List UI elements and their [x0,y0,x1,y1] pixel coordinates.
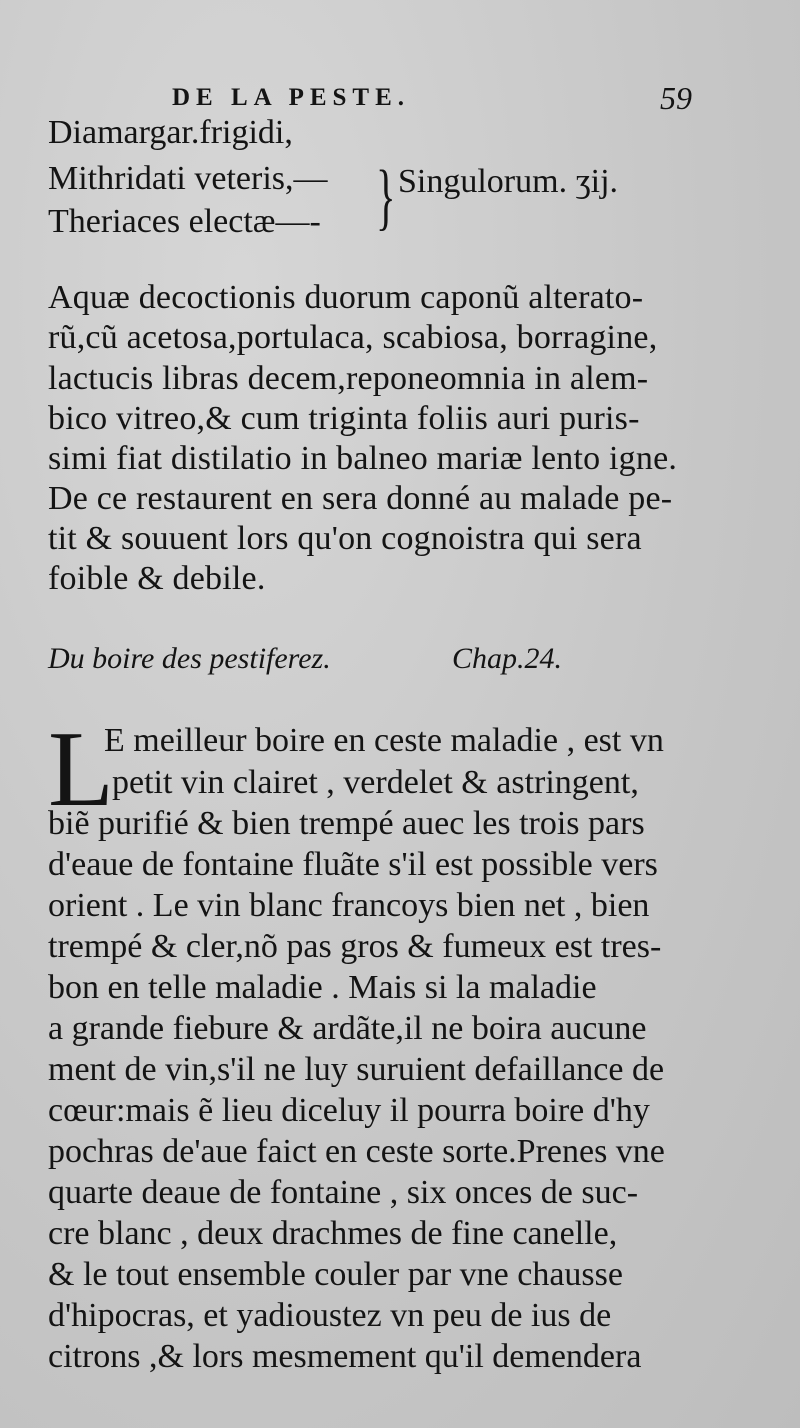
text-line: simi fiat distilatio in balneo mariæ lento igne. [48,440,678,477]
recipe-quantity: Singulorum. ʒij. [398,163,619,200]
text-line: trempé & cler,nõ pas gros & fumeux est tres- [48,928,662,965]
text-line: biẽ purifié & bien trempé auec les trois pars [48,805,645,842]
text-line: cre blanc , deux drachmes de fine canelle, [48,1215,618,1252]
text-line: d'hipocras, et yadioustez vn peu de ius de [48,1297,612,1334]
brace-symbol: } [375,156,396,238]
page-number: 59 [660,80,692,116]
text-line: foible & debile. [48,560,266,597]
text-line: d'eaue de fontaine fluãte s'il est possible vers [48,846,658,883]
text-line: bico vitreo,& cum triginta foliis auri puris- [48,400,640,437]
text-line: rũ,cũ acetosa,portulaca, scabiosa, borragine, [48,319,658,356]
drop-cap: L [48,710,114,829]
text-line: a grande fiebure & ardãte,il ne boira aucune [48,1010,647,1047]
text-line: ment de vin,s'il ne luy suruient defaillance de [48,1051,665,1088]
text-line: Aquæ decoctionis duorum caponũ alterato- [48,279,644,316]
recipe-line: Mithridati veteris,— [48,160,328,197]
chapter-title: Du boire des pestiferez. [48,642,331,675]
text-line: pochras de'aue faict en ceste sorte.Prenes vne [48,1133,665,1170]
text-line: petit vin clairet , verdelet & astringent, [112,764,639,801]
text-line: De ce restaurent en sera donné au malade pe- [48,480,673,517]
text-line: bon en telle maladie . Mais si la maladie [48,969,597,1006]
text-line: orient . Le vin blanc francoys bien net , bien [48,887,650,924]
text-line: citrons ,& lors mesmement qu'il demendera [48,1338,642,1375]
text-line: quarte deaue de fontaine , six onces de suc- [48,1174,639,1211]
text-line: cœur:mais ẽ lieu diceluy il pourra boire d'hy [48,1092,650,1129]
recipe-line: Diamargar.frigidi, [48,114,293,151]
text-line: tit & souuent lors qu'on cognoistra qui sera [48,520,642,557]
chapter-number: Chap.24. [452,642,563,675]
recipe-line: Theriaces electæ—- [48,203,321,240]
text-line: E meilleur boire en ceste maladie , est vn [104,722,664,759]
text-line: & le tout ensemble couler par vne chausse [48,1256,623,1293]
running-title: DE LA PESTE. [172,84,411,111]
text-line: lactucis libras decem,reponeomnia in alem- [48,360,649,397]
